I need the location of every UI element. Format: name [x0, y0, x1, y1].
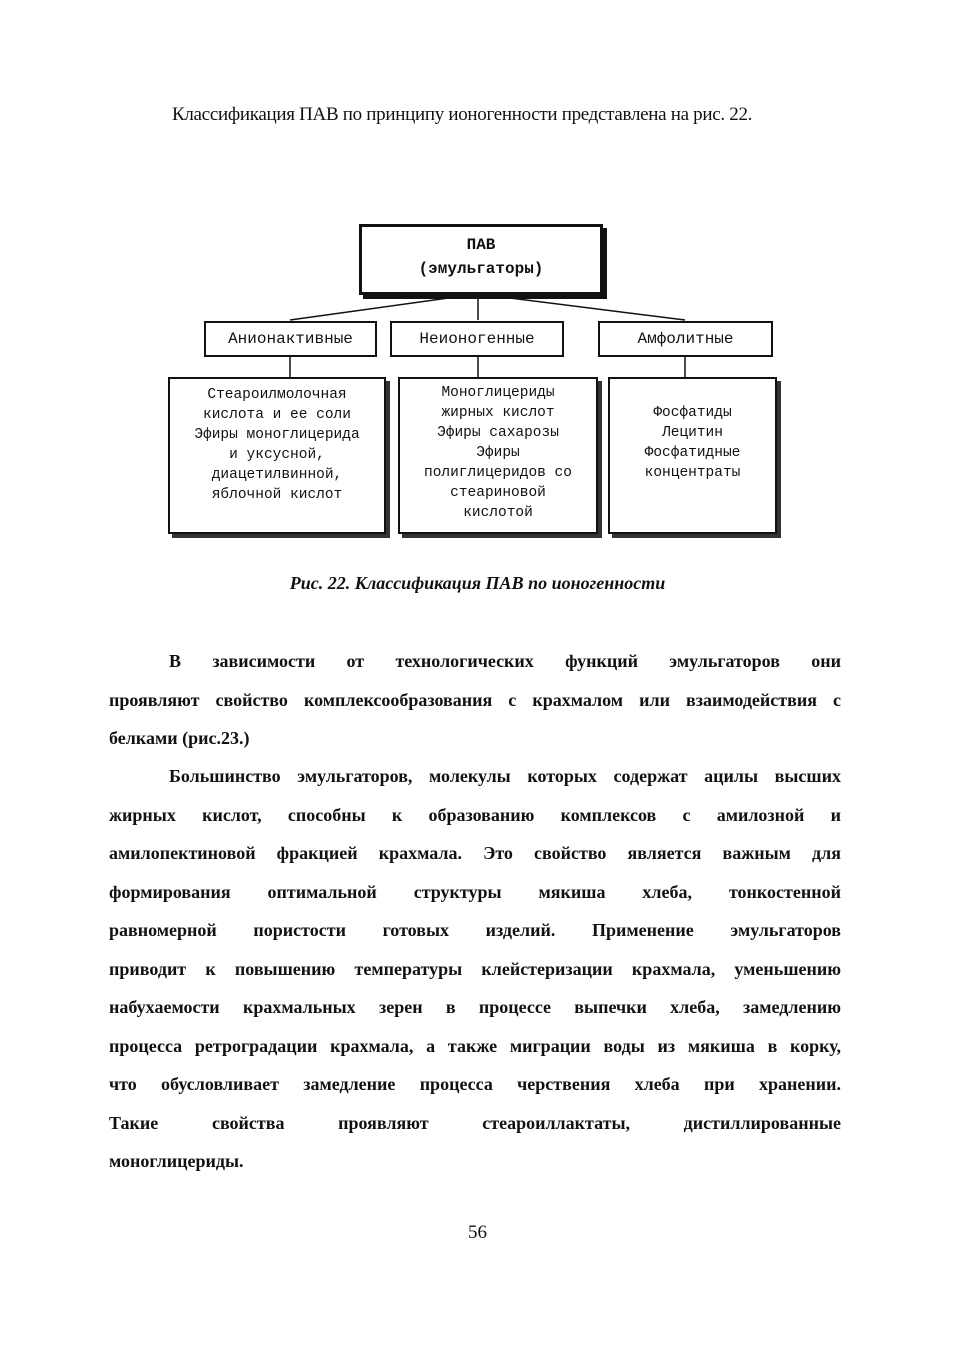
paragraph-line: проявляют свойство комплексообразования с крахмалом или взаимодействия с: [109, 689, 841, 710]
paragraph-line: жирных кислот, способны к образованию комплексов с амилозной и: [109, 804, 841, 825]
leaf-anionic: [168, 377, 386, 534]
paragraph-line: процесса ретроградации крахмала, а также миграции воды из мякиша в корку,: [109, 1035, 841, 1056]
leaf-line: и уксусной,: [229, 447, 325, 463]
figure-caption: Рис. 22. Классификация ПАВ по ионогенности: [289, 573, 666, 593]
category-label: Анионактивные: [228, 330, 353, 348]
category-label: Амфолитные: [637, 330, 734, 348]
paragraph-line: формирования оптимальной структуры мякиша хлеба, тонкостенной: [109, 881, 841, 902]
connector-root-left: [290, 295, 470, 320]
root-label: ПАВ: [466, 236, 496, 254]
leaf-line: жирных кислот: [441, 405, 555, 421]
category-label: Неионогенные: [419, 330, 535, 348]
category-amphoteric: [598, 321, 773, 357]
intro-text: Классификация ПАВ по принципу ионогенности представлена на рис. 22.: [172, 104, 753, 125]
leaf-line: Моноглицериды: [441, 385, 555, 401]
leaf-line: Фосфатидные: [644, 445, 741, 461]
root-sublabel: (эмульгаторы): [418, 260, 544, 278]
paragraph-line: приводит к повышению температуры клейстеризации крахмала, уменьшению: [109, 958, 841, 979]
diagram-root-box: [359, 224, 603, 295]
leaf-line: Лецитин: [662, 425, 723, 441]
leaf-amphoteric: [608, 377, 777, 534]
leaf-line: Стеароилмолочная: [207, 387, 347, 403]
paragraph-line: моноглицериды.: [109, 1151, 244, 1171]
paragraph-1: [109, 642, 841, 758]
paragraph-line: Большинство эмульгаторов, молекулы которых содержат ацилы высших: [169, 766, 841, 786]
leaf-line: Эфиры: [476, 445, 520, 461]
leaf-line: кислота и ее соли: [203, 407, 351, 423]
paragraph-2: [109, 757, 841, 1181]
leaf-line: Эфиры моноглицерида: [194, 427, 360, 443]
paragraph-line: Такие свойства проявляют стеароиллактаты, дистиллированные: [109, 1112, 841, 1133]
leaf-line: диацетилвинной,: [211, 467, 343, 483]
paragraph-line: белками (рис.23.): [109, 728, 250, 748]
page-number: 56: [468, 1222, 487, 1243]
category-nonionic: [390, 321, 564, 357]
category-anionic: [204, 321, 377, 357]
leaf-line: яблочной кислот: [211, 487, 343, 503]
leaf-nonionic: [398, 377, 598, 534]
leaf-line: стеариновой: [450, 485, 546, 501]
leaf-line: Фосфатиды: [653, 405, 732, 421]
leaf-line: полиглицеридов со: [424, 465, 572, 481]
paragraph-line: равномерной пористости готовых изделий. Применение эмульгаторов: [109, 920, 841, 940]
leaf-line: Эфиры сахарозы: [437, 425, 559, 441]
paragraph-line: что обусловливает замедление процесса черствения хлеба при хранении.: [109, 1074, 841, 1094]
paragraph-line: В зависимости от технологических функций эмульгаторов они: [169, 651, 841, 671]
connector-root-right: [486, 295, 685, 320]
paragraph-line: набухаемости крахмальных зерен в процессе выпечки хлеба, замедлению: [109, 997, 841, 1017]
paragraph-line: амилопектиновой фракцией крахмала. Это свойство является важным для: [109, 843, 841, 863]
leaf-line: кислотой: [463, 505, 533, 521]
leaf-line: концентраты: [644, 465, 741, 481]
